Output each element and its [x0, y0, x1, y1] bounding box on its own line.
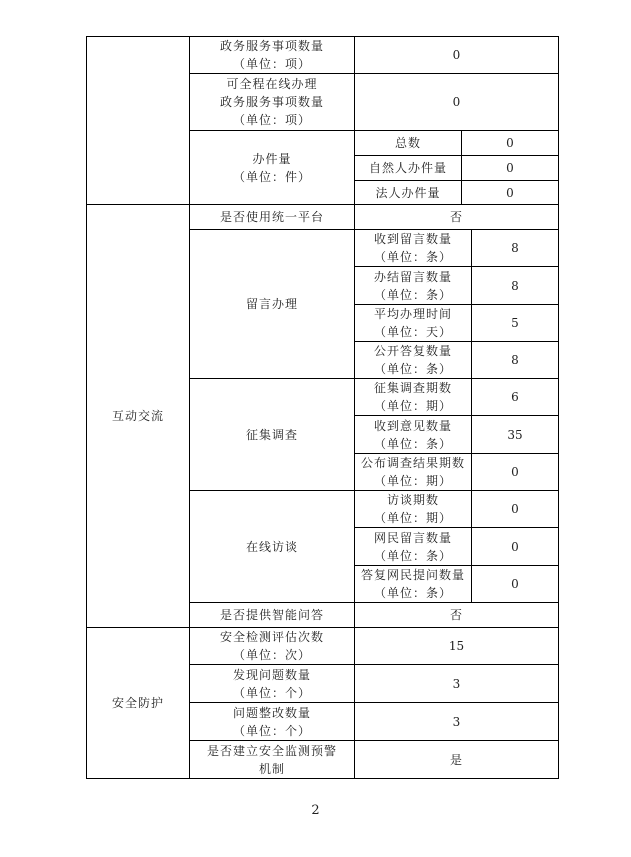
interview-periods-value: 0 [511, 502, 519, 516]
survey-opinions-value: 35 [507, 427, 523, 442]
volume-person-label: 自然人办件量 [368, 161, 447, 175]
interview-periods-label: 访谈期数 （单位：期） [373, 493, 452, 525]
messages-public-label: 公开答复数量 （单位：条） [373, 344, 452, 376]
messages-closed-value: 8 [511, 278, 519, 293]
volume-legal-label: 法人办件量 [375, 185, 441, 200]
interview-messages-value: 0 [511, 539, 519, 554]
interview-messages-label: 网民留言数量 （单位：条） [373, 530, 452, 563]
volume-total-value: 0 [506, 136, 514, 150]
items-count-label: 政务服务事项数量 （单位：项） [219, 39, 324, 71]
unified-platform-value: 否 [449, 210, 463, 224]
page-number: 2 [311, 803, 320, 818]
interaction-section-label: 互动交流 [111, 409, 164, 423]
volume-total-label: 总数 [394, 136, 421, 150]
security-checks-value: 15 [448, 639, 465, 653]
messages-received-label: 收到留言数量 （单位：条） [373, 232, 452, 264]
items-count-value: 0 [452, 48, 461, 62]
smart-qa-label: 是否提供智能问答 [219, 608, 324, 622]
security-checks-label: 安全检测评估次数 （单位：次） [219, 630, 324, 662]
security-issues-fixed-label: 问题整改数量 （单位：个） [232, 705, 311, 738]
survey-periods-value: 6 [511, 390, 519, 404]
messages-avg-time-value: 5 [511, 316, 519, 330]
security-issues-found-label: 发现问题数量 （单位：个） [232, 667, 311, 700]
unified-platform-label: 是否使用统一平台 [219, 210, 324, 224]
survey-results-value: 0 [511, 465, 519, 479]
online-count-value: 0 [452, 95, 461, 109]
survey-results-label: 公布调查结果期数 （单位：期） [360, 456, 465, 488]
security-issues-fixed-value: 3 [452, 714, 461, 729]
survey-label: 征集调查 [245, 427, 298, 442]
survey-periods-label: 征集调查期数 （单位：期） [373, 381, 452, 413]
survey-opinions-label: 收到意见数量 （单位：条） [373, 418, 452, 451]
messages-public-value: 8 [511, 353, 519, 367]
messages-label: 留言办理 [245, 297, 298, 311]
interview-replies-value: 0 [511, 577, 519, 591]
messages-avg-time-label: 平均办理时间 （单位：天） [373, 307, 452, 339]
security-section-label: 安全防护 [111, 696, 164, 710]
messages-received-value: 8 [511, 241, 519, 255]
smart-qa-value: 否 [449, 608, 463, 622]
volume-person-value: 0 [506, 161, 514, 175]
volume-label: 办件量 （单位：件） [232, 151, 311, 184]
security-issues-found-value: 3 [452, 676, 461, 691]
interview-label: 在线访谈 [245, 539, 298, 554]
security-warning-value: 是 [449, 752, 463, 767]
volume-legal-value: 0 [506, 185, 514, 200]
online-count-label: 可全程在线办理 政务服务事项数量 （单位：项） [219, 77, 324, 127]
interview-replies-label: 答复网民提问数量 （单位：条） [360, 568, 465, 600]
messages-closed-label: 办结留言数量 （单位：条） [373, 269, 452, 302]
security-warning-label: 是否建立安全监测预警 机制 [206, 743, 337, 776]
